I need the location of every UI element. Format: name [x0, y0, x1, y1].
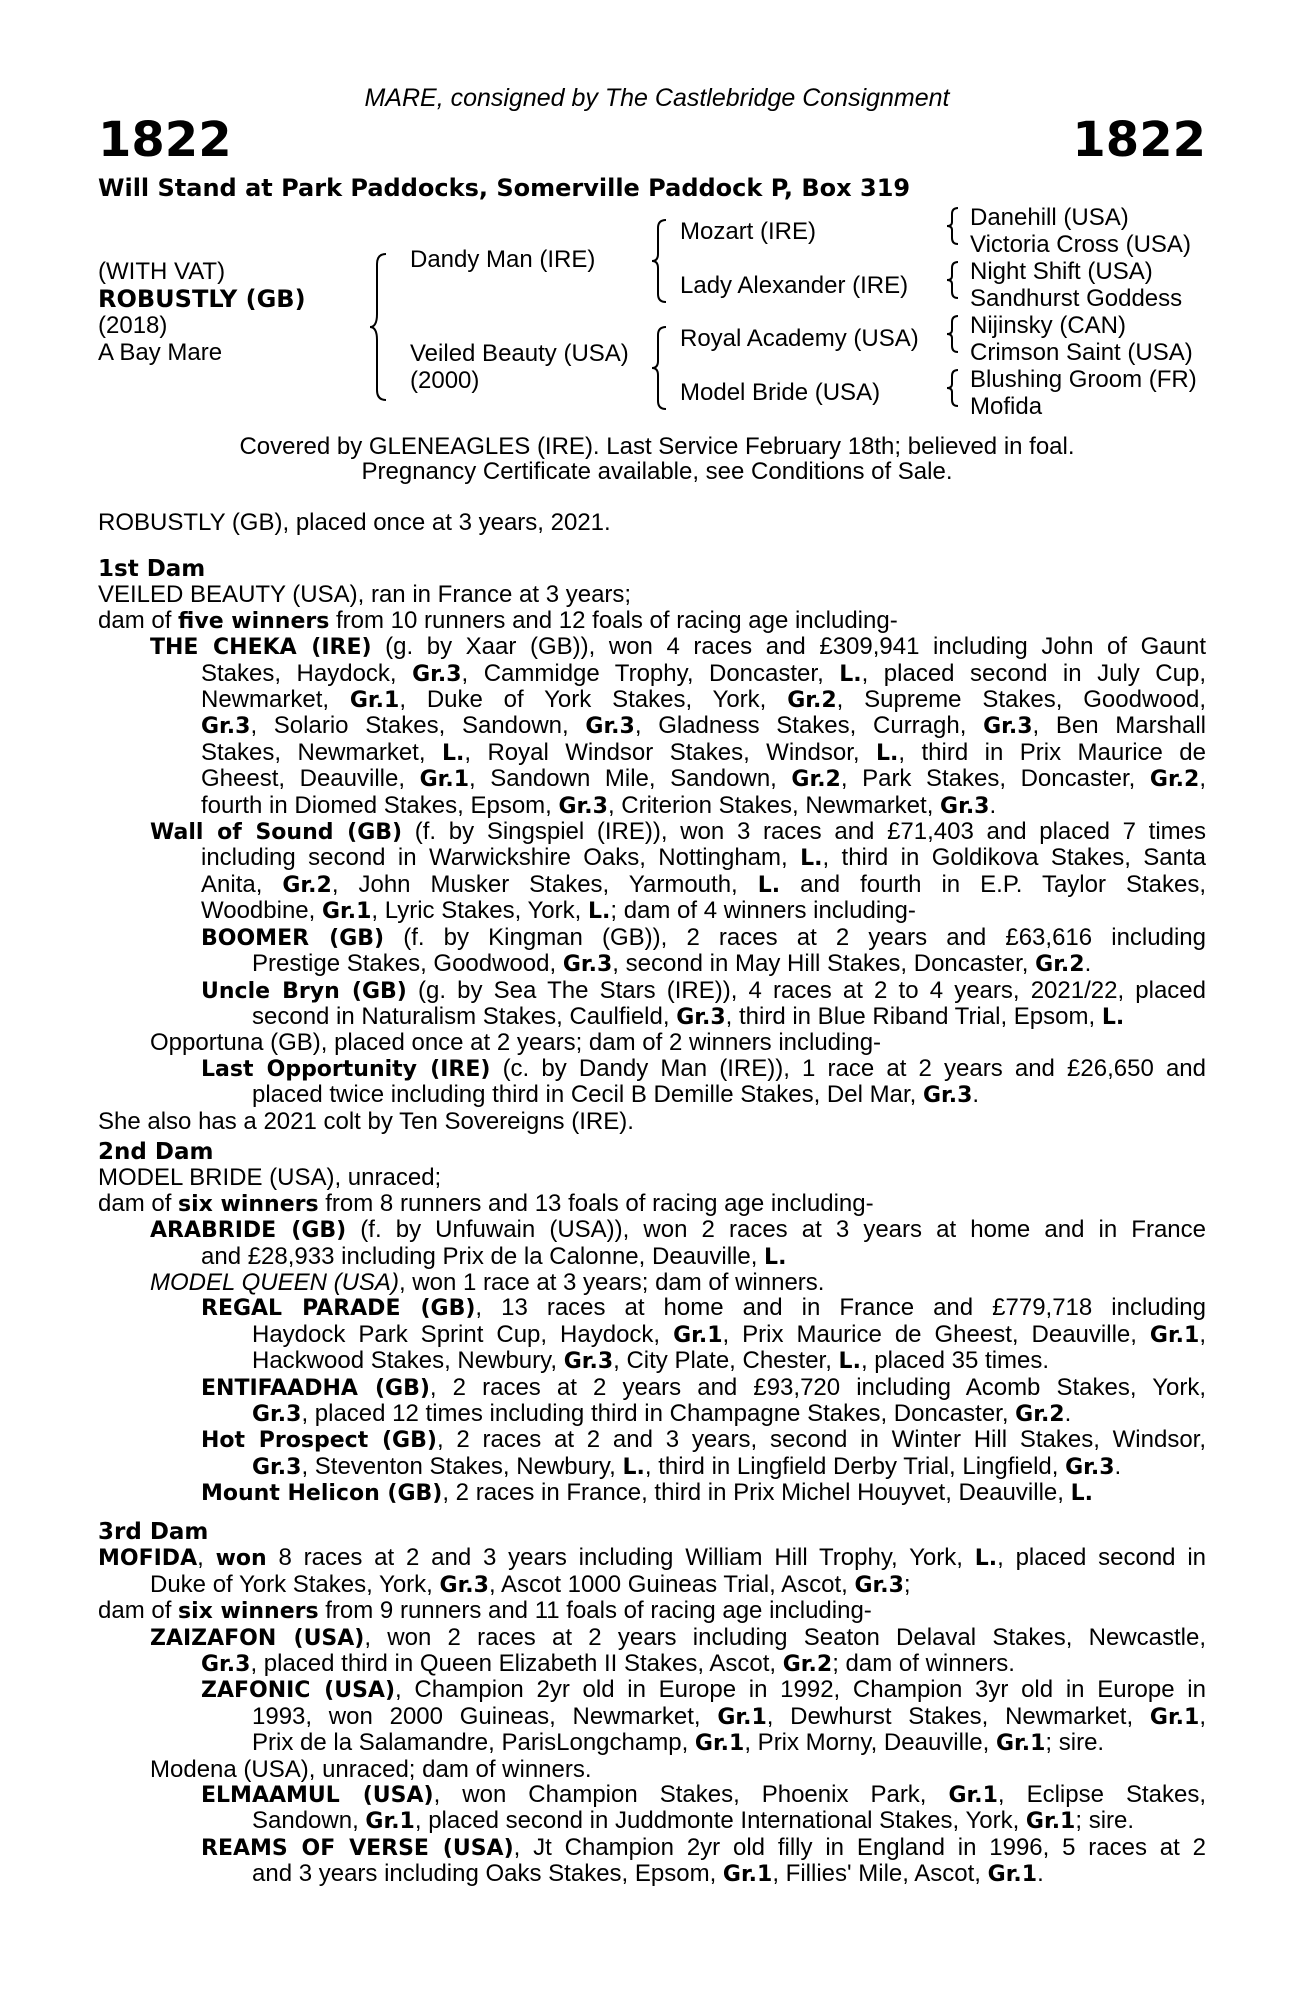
catalogue-line	[98, 1757, 1206, 1782]
line-segment: six winners	[178, 1599, 319, 1625]
section-heading: 1st Dam	[98, 556, 206, 582]
line-segment: placed twice including third in Cecil B Demille Stakes, Del Mar,	[252, 1081, 923, 1109]
catalogue-line	[98, 1109, 1206, 1134]
line-segment: , Ben Marshall	[1032, 712, 1206, 740]
line-segment: , 13 races at home and in France and £779,718 including	[475, 1294, 1207, 1322]
line-segment: dam of	[98, 1597, 179, 1625]
line-segment: Gheest, Deauville,	[201, 765, 420, 793]
line-segment: L.	[800, 846, 823, 872]
line-segment: from 10 runners and 12 foals of racing age including-	[329, 606, 898, 634]
catalogue-line	[98, 1217, 1206, 1243]
line-segment: Gr.1	[419, 767, 469, 793]
granddam-line-3: Night Shift (USA)	[970, 258, 1153, 285]
line-segment: Gr.3	[201, 1652, 251, 1678]
line-segment: Prix de la Salamandre, ParisLongchamp,	[252, 1729, 695, 1757]
line-segment: Gr.3	[983, 714, 1033, 740]
line-segment: 8 races at 2 and 3 years including William Hill Trophy, York,	[266, 1544, 975, 1572]
line-segment: Gr.3	[412, 661, 462, 687]
catalogue-line	[98, 1375, 1206, 1401]
line-segment: L.	[838, 1349, 861, 1375]
line-segment: Newmarket,	[201, 686, 350, 714]
line-segment: and fourth in E.P. Taylor Stakes,	[780, 870, 1207, 898]
line-segment: won	[215, 1546, 267, 1572]
line-segment: Mount Helicon (GB)	[201, 1481, 443, 1507]
line-segment: Last Opportunity (IRE)	[201, 1056, 491, 1082]
line-segment: Gr.1	[717, 1704, 767, 1730]
dam-dam: Model Bride (USA)	[680, 379, 881, 406]
covered-line-1: Covered by GLENEAGLES (IRE). Last Service February 18th; believed in foal.	[239, 433, 1075, 460]
line-segment: .	[1114, 1452, 1122, 1480]
catalogue-line	[98, 713, 1206, 739]
intro-line: ROBUSTLY (GB), placed once at 3 years, 2021.	[98, 509, 611, 536]
line-segment: , Steventon Stakes, Newbury,	[301, 1452, 623, 1480]
line-segment: Uncle Bryn (GB)	[201, 978, 407, 1004]
line-segment: from 9 runners and 11 foals of racing age including-	[318, 1597, 872, 1625]
line-segment: .	[1084, 950, 1092, 978]
line-segment: .	[1037, 1860, 1044, 1888]
line-segment: , placed 12 times including third in Champagne Stakes, Doncaster,	[301, 1400, 1016, 1428]
catalogue-line	[98, 898, 1206, 924]
catalogue-line	[98, 1704, 1206, 1730]
line-segment: L.	[441, 740, 465, 766]
line-segment: Sandown,	[252, 1807, 366, 1835]
line-segment: Gr.3	[922, 1083, 973, 1109]
line-segment: Gr.3	[558, 793, 608, 819]
line-segment: , John Musker Stakes, Yarmouth,	[331, 870, 758, 898]
line-segment: ;	[903, 1570, 911, 1598]
dam-section-1	[98, 557, 1206, 1134]
catalogue-line	[98, 1322, 1206, 1348]
consignment-line: MARE, consigned by The Castlebridge Consignment	[364, 84, 950, 112]
line-segment: MODEL QUEEN (USA)	[150, 1269, 399, 1297]
line-segment: Gr.1	[321, 899, 372, 925]
section-body	[98, 582, 1206, 1134]
line-segment: VEILED BEAUTY (USA), ran in France at 3 years;	[98, 581, 632, 609]
catalogue-line	[98, 766, 1206, 792]
catalogue-line	[98, 1861, 1206, 1887]
line-segment: .	[972, 1081, 980, 1109]
line-segment: Gr.3	[201, 714, 251, 740]
line-segment: , Solario Stakes, Sandown,	[250, 712, 586, 740]
line-segment: ,	[1199, 765, 1206, 793]
line-segment: 1993, won 2000 Guineas, Newmarket,	[252, 1702, 718, 1730]
line-segment: , placed second in Juddmonte International Stakes, York,	[414, 1807, 1026, 1835]
lot-number-right: 1822	[1072, 112, 1206, 168]
line-segment: ,	[197, 1544, 216, 1572]
line-segment: ; sire.	[1045, 1729, 1105, 1757]
catalogue-line	[98, 1030, 1206, 1055]
line-segment: Opportuna (GB), placed once at 2 years; dam of 2 winners including-	[150, 1029, 882, 1057]
line-segment: (f. by Unfuwain (USA)), won 2 races at 3 years at home and in France	[346, 1216, 1206, 1244]
catalogue-line	[98, 1545, 1206, 1571]
line-segment: and 3 years including Oaks Stakes, Epsom,	[252, 1860, 723, 1888]
line-segment: fourth in Diomed Stakes, Epsom,	[201, 791, 559, 819]
catalogue-line	[98, 1401, 1206, 1427]
line-segment: , won Champion Stakes, Phoenix Park,	[433, 1781, 949, 1809]
line-segment: Haydock Park Sprint Cup, Haydock,	[252, 1320, 674, 1348]
line-segment: , 2 races in France, third in Prix Michel Houyvet, Deauville,	[442, 1479, 1071, 1507]
line-segment: , Dewhurst Stakes, Newmarket,	[766, 1702, 1150, 1730]
catalogue-line	[98, 634, 1206, 660]
line-segment: , third in Goldikova Stakes, Santa	[822, 844, 1206, 872]
catalogue-line	[98, 687, 1206, 713]
dam-name: Veiled Beauty (USA)	[410, 340, 629, 367]
line-segment: Gr.3	[563, 1349, 614, 1375]
line-segment: Gr.1	[1149, 1704, 1200, 1730]
line-segment: , third in Blue Riband Trial, Epsom,	[725, 1002, 1102, 1030]
catalogue-line	[98, 925, 1206, 951]
line-segment: Stakes, Newmarket,	[201, 738, 442, 766]
line-segment: , Ascot 1000 Guineas Trial, Ascot,	[488, 1570, 855, 1598]
line-segment: ; dam of 4 winners including-	[610, 897, 916, 925]
line-segment: , Lyric Stakes, York,	[371, 897, 588, 925]
line-segment: , placed second in	[997, 1544, 1206, 1572]
line-segment: Gr.1	[1025, 1809, 1076, 1835]
line-segment: THE CHEKA (IRE)	[150, 635, 372, 661]
line-segment: , second in May Hill Stakes, Doncaster,	[612, 950, 1036, 978]
pedigree-brace-sire	[650, 218, 670, 304]
catalogue-line	[98, 1808, 1206, 1834]
line-segment: Wall of Sound (GB)	[150, 820, 403, 846]
line-segment: L.	[876, 740, 899, 766]
catalogue-line	[98, 1730, 1206, 1756]
catalogue-line	[98, 661, 1206, 687]
line-segment: Stakes, Haydock,	[201, 659, 413, 687]
catalogue-line	[98, 582, 1206, 607]
catalogue-line	[98, 1598, 1206, 1624]
line-segment: , Royal Windsor Stakes, Windsor,	[464, 738, 876, 766]
line-segment: ; sire.	[1075, 1807, 1135, 1835]
dam-section-2	[98, 1140, 1206, 1507]
catalogue-line	[98, 872, 1206, 898]
line-segment: ARABRIDE (GB)	[150, 1218, 347, 1244]
line-segment: .	[989, 791, 997, 819]
line-segment: Gr.2	[787, 688, 837, 714]
catalogue-line	[98, 1625, 1206, 1651]
granddam-line-4: Sandhurst Goddess	[970, 285, 1183, 312]
catalogue-line	[98, 1348, 1206, 1374]
line-segment: , Supreme Stakes, Goodwood,	[836, 686, 1206, 714]
line-segment: Gr.3	[1065, 1454, 1115, 1480]
line-segment: Gr.1	[673, 1322, 723, 1348]
line-segment: , 2 races at 2 and 3 years, second in Winter Hill Stakes, Windsor,	[436, 1426, 1206, 1454]
horse-year: (2018)	[98, 312, 168, 339]
line-segment: .	[1064, 1400, 1072, 1428]
catalogue-line	[98, 978, 1206, 1004]
pedigree-brace-main	[368, 252, 392, 402]
line-segment: ,	[1199, 1320, 1207, 1348]
vat-note: (WITH VAT)	[98, 258, 226, 285]
line-segment: REGAL PARADE (GB)	[201, 1296, 476, 1322]
catalogue-line	[98, 819, 1206, 845]
line-segment: , Prix Morny, Deauville,	[744, 1729, 996, 1757]
catalogue-line	[98, 1480, 1206, 1506]
line-segment: Gr.3	[562, 952, 613, 978]
line-segment: , third in Lingfield Derby Trial, Lingfield,	[644, 1452, 1066, 1480]
line-segment: Gr.2	[1015, 1402, 1065, 1428]
line-segment: Gr.3	[585, 714, 635, 740]
line-segment: , placed second in July Cup,	[861, 659, 1206, 687]
line-segment: Hot Prospect (GB)	[201, 1428, 437, 1454]
line-segment: Gr.3	[252, 1454, 302, 1480]
line-segment: dam of	[98, 606, 179, 634]
line-segment: L.	[1070, 1481, 1093, 1507]
line-segment: (c. by Dandy Man (IRE)), 1 race at 2 years and £26,650 and	[490, 1054, 1206, 1082]
line-segment: Gr.1	[1149, 1322, 1200, 1348]
line-segment: Gr.1	[987, 1862, 1038, 1888]
catalogue-line	[98, 1572, 1206, 1598]
line-segment: REAMS OF VERSE (USA)	[201, 1835, 514, 1861]
dam-section-3	[98, 1520, 1206, 1888]
line-segment: , Eclipse Stakes,	[997, 1781, 1206, 1809]
catalogue-line	[98, 1835, 1206, 1861]
line-segment: MOFIDA	[98, 1546, 198, 1572]
line-segment: Gr.1	[694, 1731, 745, 1757]
catalogue-line	[98, 1004, 1206, 1030]
line-segment: (f. by Kingman (GB)), 2 races at 2 years and £63,616 including	[384, 923, 1206, 951]
line-segment: L.	[839, 661, 862, 687]
line-segment: ; dam of winners.	[832, 1650, 1015, 1678]
dam-sire: Royal Academy (USA)	[680, 325, 919, 352]
granddam-line-5: Nijinsky (CAN)	[970, 312, 1126, 339]
catalogue-line	[98, 740, 1206, 766]
line-segment: five winners	[178, 608, 330, 634]
section-heading: 2nd Dam	[98, 1139, 214, 1165]
line-segment: Gr.3	[439, 1572, 489, 1598]
line-segment: , Gladness Stakes, Curragh,	[634, 712, 984, 740]
sire-sire: Mozart (IRE)	[680, 218, 817, 245]
catalogue-line	[98, 1244, 1206, 1270]
line-segment: , Champion 2yr old in Europe in 1992, Champion 3yr old in Europe in	[395, 1676, 1206, 1704]
line-segment: including second in Warwickshire Oaks, Nottingham,	[201, 844, 801, 872]
catalogue-line	[98, 1677, 1206, 1703]
line-segment: Gr.2	[791, 767, 841, 793]
granddam-line-2: Victoria Cross (USA)	[970, 231, 1191, 258]
lot-number-left: 1822	[98, 112, 232, 168]
covered-note	[0, 434, 1314, 484]
line-segment: , won 1 race at 3 years; dam of winners.	[398, 1269, 825, 1297]
section-body	[98, 1165, 1206, 1506]
catalogue-line	[98, 1082, 1206, 1108]
line-segment: (f. by Singspiel (IRE)), won 3 races and £71,403 and placed 7 times	[402, 818, 1207, 846]
line-segment: L.	[587, 899, 611, 925]
line-segment: , 2 races at 2 years and £93,720 including Acomb Stakes, York,	[429, 1373, 1207, 1401]
sire-dam: Lady Alexander (IRE)	[680, 272, 909, 299]
line-segment: ENTIFAADHA (GB)	[201, 1375, 430, 1401]
line-segment: Gr.1	[722, 1862, 773, 1888]
line-segment: L.	[764, 1244, 787, 1270]
line-segment: MODEL BRIDE (USA), unraced;	[98, 1164, 442, 1192]
granddam-line-6: Crimson Saint (USA)	[970, 339, 1193, 366]
covered-line-2: Pregnancy Certificate available, see Conditions of Sale.	[361, 458, 953, 485]
catalogue-line	[98, 1454, 1206, 1480]
catalogue-line	[98, 793, 1206, 819]
catalogue-line	[98, 1270, 1206, 1295]
line-segment: Gr.3	[252, 1402, 302, 1428]
line-segment: ZAIZAFON (USA)	[150, 1625, 365, 1651]
line-segment: Gr.2	[1149, 767, 1200, 793]
line-segment: Gr.2	[282, 872, 332, 898]
line-segment: , third in Prix Maurice de	[898, 738, 1207, 766]
sire-name: Dandy Man (IRE)	[410, 246, 596, 273]
line-segment: six winners	[178, 1191, 319, 1217]
line-segment: Gr.3	[940, 793, 990, 819]
line-segment: Gr.1	[349, 688, 400, 714]
line-segment: ZAFONIC (USA)	[201, 1678, 395, 1704]
line-segment: , Sandown Mile, Sandown,	[469, 765, 792, 793]
line-segment: Gr.1	[995, 1731, 1046, 1757]
catalogue-line	[98, 608, 1206, 634]
line-segment: Gr.2	[1035, 952, 1085, 978]
line-segment: Woodbine,	[201, 897, 322, 925]
line-segment: , Jt Champion 2yr old filly in England in 1996, 5 races at 2	[513, 1833, 1206, 1861]
granddam-line-8: Mofida	[970, 393, 1043, 420]
line-segment: Duke of York Stakes, York,	[150, 1570, 440, 1598]
dam-year: (2000)	[410, 367, 480, 394]
granddam-line-7: Blushing Groom (FR)	[970, 366, 1197, 393]
line-segment: (g. by Sea The Stars (IRE)), 4 races at 2 to 4 years, 2021/22, placed	[406, 976, 1207, 1004]
line-segment: , won 2 races at 2 years including Seaton Delaval Stakes, Newcastle,	[364, 1623, 1206, 1651]
line-segment: Hackwood Stakes, Newbury,	[252, 1347, 564, 1375]
catalogue-line	[98, 1165, 1206, 1190]
line-segment: ELMAAMUL (USA)	[201, 1783, 434, 1809]
line-segment: , Criterion Stakes, Newmarket,	[607, 791, 941, 819]
pedigree-brace-g78	[945, 368, 961, 408]
line-segment: , Park Stakes, Doncaster,	[840, 765, 1150, 793]
line-segment: , Duke of York Stakes, York,	[399, 686, 788, 714]
line-segment: L.	[757, 872, 781, 898]
line-segment: from 8 runners and 13 foals of racing age including-	[318, 1189, 874, 1217]
line-segment: Gr.3	[676, 1004, 726, 1030]
line-segment: Gr.1	[948, 1783, 998, 1809]
horse-name: ROBUSTLY (GB)	[98, 285, 306, 313]
line-segment: She also has a 2021 colt by Ten Sovereigns (IRE).	[98, 1107, 634, 1135]
section-heading: 3rd Dam	[98, 1519, 209, 1545]
catalogue-line	[98, 951, 1206, 977]
line-segment: Gr.1	[365, 1809, 415, 1835]
line-segment: L.	[1101, 1004, 1125, 1030]
catalogue-line	[98, 1427, 1206, 1453]
line-segment: , Cammidge Trophy, Doncaster,	[461, 659, 840, 687]
line-segment: L.	[622, 1454, 645, 1480]
catalogue-line	[98, 1651, 1206, 1677]
line-segment: and £28,933 including Prix de la Calonne, Deauville,	[201, 1242, 765, 1270]
line-segment: ,	[1199, 1702, 1206, 1730]
catalogue-line	[98, 1056, 1206, 1082]
line-segment: (g. by Xaar (GB)), won 4 races and £309,941 including John of Gaunt	[371, 633, 1206, 661]
line-segment: Gr.2	[782, 1652, 833, 1678]
line-segment: second in Naturalism Stakes, Caulfield,	[252, 1002, 677, 1030]
line-segment: , Fillies' Mile, Ascot,	[772, 1860, 988, 1888]
line-segment: dam of	[98, 1189, 179, 1217]
line-segment: , placed 35 times.	[860, 1347, 1050, 1375]
line-segment: Anita,	[201, 870, 283, 898]
pedigree-brace-g34	[945, 260, 961, 300]
line-segment: Prestige Stakes, Goodwood,	[252, 950, 563, 978]
catalogue-line	[98, 845, 1206, 871]
line-segment: Modena (USA), unraced; dam of winners.	[150, 1755, 592, 1783]
pedigree-brace-g12	[945, 206, 961, 246]
catalogue-line	[98, 1295, 1206, 1321]
line-segment: , placed third in Queen Elizabeth II Stakes, Ascot,	[250, 1650, 783, 1678]
pedigree-brace-g56	[945, 314, 961, 354]
line-segment: , City Plate, Chester,	[613, 1347, 839, 1375]
horse-description: A Bay Mare	[98, 339, 223, 366]
catalogue-line	[98, 1782, 1206, 1808]
granddam-line-1: Danehill (USA)	[970, 204, 1129, 231]
line-segment: , Prix Maurice de Gheest, Deauville,	[722, 1320, 1150, 1348]
section-body	[98, 1545, 1206, 1887]
line-segment: L.	[974, 1546, 998, 1572]
stand-location: Will Stand at Park Paddocks, Somerville Paddock P, Box 319	[98, 174, 911, 202]
line-segment: BOOMER (GB)	[201, 925, 385, 951]
catalogue-line	[98, 1191, 1206, 1217]
pedigree-brace-dam	[650, 325, 670, 411]
line-segment: Gr.3	[854, 1572, 904, 1598]
